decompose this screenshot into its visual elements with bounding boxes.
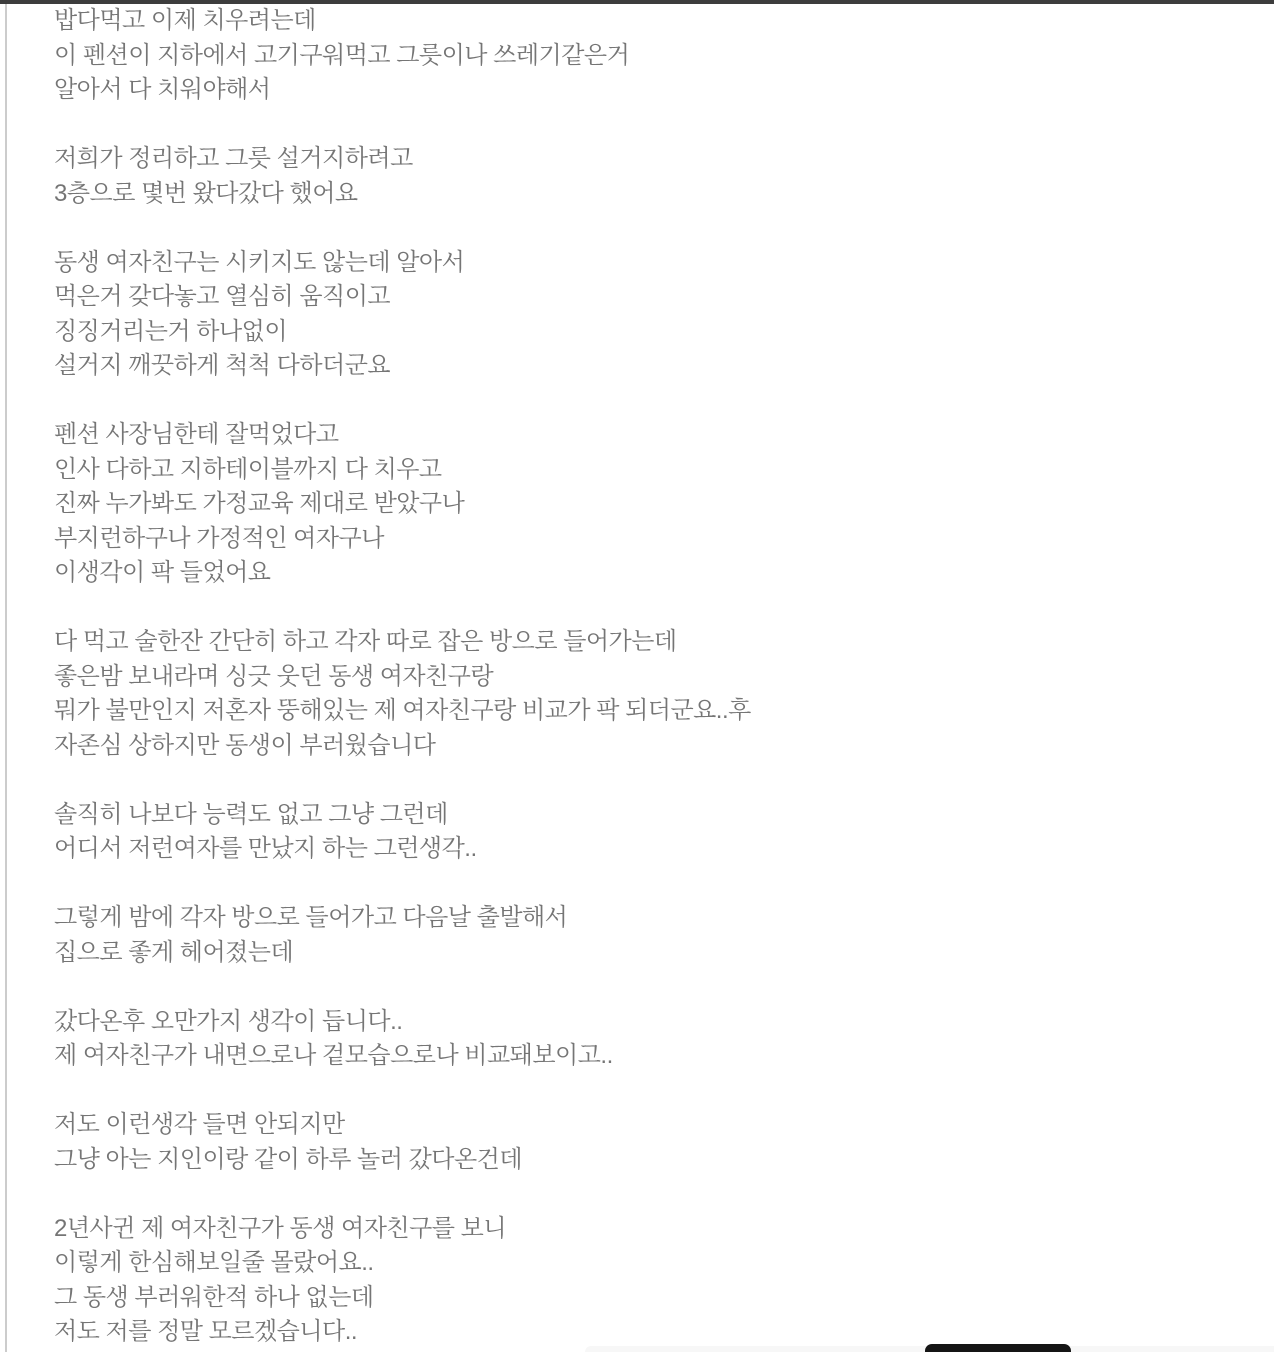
post-line: 징징거리는거 하나없이 (54, 317, 288, 345)
post-line: 좋은밤 보내라며 싱긋 웃던 동생 여자친구랑 (54, 662, 494, 690)
post-paragraph (54, 4, 1254, 108)
post-line: 갔다온후 오만가지 생각이 듭니다.. (54, 1007, 403, 1035)
post-line: 2년사귄 제 여자친구가 동생 여자친구를 보니 (54, 1214, 506, 1242)
post-line: 설거지 깨끗하게 척척 다하더군요 (54, 352, 391, 379)
post-paragraph (54, 798, 1254, 867)
post-line: 인사 다하고 지하테이블까지 다 치우고 (54, 455, 442, 483)
post-line: 저도 저를 정말 모르겠습니다.. (54, 1318, 358, 1345)
post-body (54, 4, 1254, 1350)
post-line: 뭐가 불만인지 저혼자 뚱해있는 제 여자친구랑 비교가 팍 되더군요..후 (54, 697, 751, 724)
post-paragraph (54, 418, 1254, 591)
post-line: 이렇게 한심해보일줄 몰랐어요.. (54, 1249, 374, 1276)
post-paragraph (54, 142, 1254, 211)
post-line: 솔직히 나보다 능력도 없고 그냥 그런데 (54, 800, 448, 828)
post-line: 진짜 누가봐도 가정교육 제대로 받았구나 (54, 490, 465, 517)
post-line: 저희가 정리하고 그릇 설거지하려고 (54, 145, 413, 172)
post-line: 집으로 좋게 헤어졌는데 (54, 938, 294, 966)
post-line: 알아서 다 치워야해서 (54, 76, 271, 103)
post-line: 그 동생 부러워한적 하나 없는데 (54, 1283, 374, 1311)
post-line: 어디서 저런여자를 만났지 하는 그런생각.. (54, 835, 477, 862)
post-line: 이생각이 팍 들었어요 (54, 559, 271, 586)
post-paragraph (54, 901, 1254, 970)
post-line: 부지런하구나 가정적인 여자구나 (54, 524, 384, 552)
post-line: 이 펜션이 지하에서 고기구워먹고 그릇이나 쓰레기같은거 (54, 41, 630, 69)
post-paragraph (54, 625, 1254, 763)
post-line: 다 먹고 술한잔 간단히 하고 각자 따로 잡은 방으로 들어가는데 (54, 628, 677, 655)
post-paragraph (54, 246, 1254, 384)
dark-bar-peek[interactable] (925, 1344, 1071, 1352)
post-paragraph (54, 1212, 1254, 1350)
post-line: 먹은거 갖다놓고 열심히 움직이고 (54, 283, 391, 310)
post-line: 펜션 사장님한테 잘먹었다고 (54, 421, 339, 448)
post-line: 자존심 상하지만 동생이 부러웠습니다 (54, 731, 436, 759)
post-line: 3층으로 몇번 왔다갔다 했어요 (54, 179, 358, 207)
quote-left-line (5, 4, 7, 1352)
post-line: 그렇게 밤에 각자 방으로 들어가고 다음날 출발해서 (54, 904, 568, 931)
post-line: 제 여자친구가 내면으로나 겉모습으로나 비교돼보이고.. (54, 1042, 613, 1069)
post-line: 저도 이런생각 들면 안되지만 (54, 1111, 345, 1138)
post-line: 동생 여자친구는 시키지도 않는데 알아서 (54, 248, 465, 276)
post-paragraph (54, 1108, 1254, 1177)
post-line: 그냥 아는 지인이랑 같이 하루 놀러 갔다온건데 (54, 1145, 523, 1173)
post-line: 밥다먹고 이제 치우려는데 (54, 7, 316, 34)
post-paragraph (54, 1005, 1254, 1074)
